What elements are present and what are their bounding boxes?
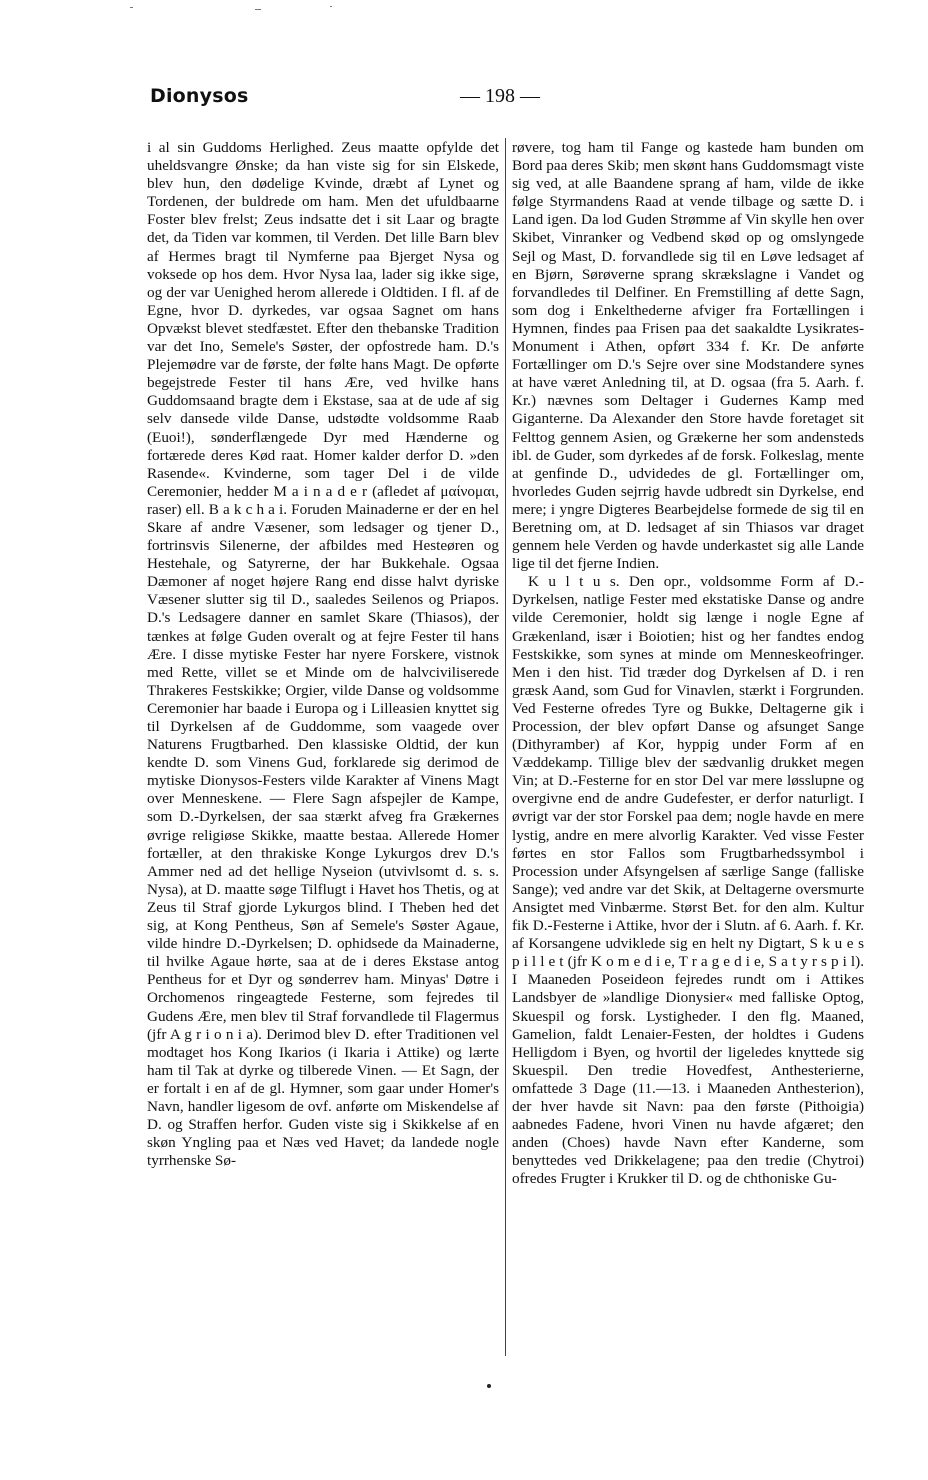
paragraph: i al sin Guddoms Herlighed. Zeus maatte opfylde det uheldsvangre Ønske; da han viste sig for sin Elskede, blev hun, den dødelige Kvinde, dræbt af Lynet og Tordenen, der buldrede om ham. Men det ufuldbaarne Foster blev frelst; Zeus indsatte det i sit Laar og bragte det, da Tiden var kommen, til Verden. Det lille Barn blev af Hermes bragt til Nymferne paa Bjerget Nysa og voksede op hos dem. Hvor Nysa laa, lader sig ikke sige, og der var Uenighed herom allerede i Oldtiden. I fl. af de Egne, hvor D. dyrkedes, var ogsaa Sagnet om hans Opvækst blevet stedfæstet. Efter den thebanske Tradition var det Ino, Semele's Søster, der opfostrede ham. D.'s Plejemødre var de første, der følte hans Magt. De opførte begejstrede Fester til hans Ære, ved hvilke hans Guddomsaand bragte dem i Ekstase, saa at de ude af sig selv dansede vilde Danse, udstødte voldsomme Raab (Euoi!), sønderflængede Dyr med Hænderne og fortærede deres Kød raat. Homer kalder derfor D. »den Rasende«. Kvinderne, som tager Del i de vilde Ceremonier, hedder M a i n a d e r (afledet af μαίνομαι, raser) ell. B a k c h a i. Foruden Mainaderne er der en hel Skare af andre Væsener, som ledsager og tjener D., fortrinsvis Silenerne, der afbildes med Hesteøren og Hestehale, og Satyrerne, der har Bukkehale. Ogsaa Dæmoner af noget højere Rang end disse halvt dyriske Væsener slutter sig til D., saaledes Seilenos og Priapos. D.'s Ledsagere danner en samlet Skare (Thiasos), der tænkes at følge Guden overalt og at fejre Fester til hans Ære. I disse mytiske Fester har nyere Forskere, vistnok med Rette, villet se et Minde om de halvciviliserede Thrakeres Festskikke; Orgier, vilde Danse og voldsomme Ceremonier har baade i Europa og i Lilleasien knyttet sig til Dyrkelsen af de Guddomme, som vaagede over Naturens Frugtbarhed. Den klassiske Oldtid, der kun kendte D. som Vinens Gud, forklarede sig derimod de mytiske Dionysos-Festers vilde Karakter af Vinens Magt over Menneskene. — Flere Sagn afspejler de Kampe, som D.-Dyrkelsen, der saa stærkt afveg fra Grækernes øvrige religiøse Skikke, maatte bestaa. Allerede Homer fortæller, at den thrakiske Konge Lykurgos drev D.'s Ammer ned ad det hellige Nyseion (utvivlsomt d. s. s. Nysa), at D. maatte søge Tilflugt i Havet hos Thetis, og at Zeus til Straf gjorde Lykurgos blind. I Theben hed det sig, at Kong Pentheus, Søn af Semele's Søster Agaue, vilde hindre D.-Dyrkelsen; D. ophidsede da Mainaderne, til hvilke Agaue hørte, saa at de i deres Ekstase antog Pentheus for et Dyr og sønderrev ham. Minyas' Døtre i Orchomenos ringeagtede Festerne, som fejredes til Gudens Ære, men blev til Straf forvandlede til Flagermus (jfr A g r i o n i a). Derimod blev D. efter Traditionen vel modtaget hos Kong Ikarios (i Ikaria i Attike) og lærte ham til Tak at dyrke og tilberede Vinen. — Et Sagn, der er fortalt i en af de gl. Hymner, som gaar under Homer's Navn, handler ligesom de ovf. anførte om Miskendelse af D. og Straffen herfor. Guden viste sig i Skikkelse af en skøn Yngling paa et Næs ved Havet; da landede nogle tyrrhenske Sø- xyxy=(147,139,499,1170)
column-divider xyxy=(505,138,506,1356)
page-header xyxy=(150,85,790,111)
right-column xyxy=(512,139,864,1188)
left-column xyxy=(147,139,499,1170)
page-number: — 198 — xyxy=(460,85,540,107)
scan-speck xyxy=(255,9,261,10)
paragraph-kultus: K u l t u s. Den opr., voldsomme Form af D.-Dyrkelsen, natlige Fester med ekstatiske Danse og andre vilde Ceremonier, holdt sig længe i nogle Egne af Grækenland, især i Boiotien; hist og her fandtes endog Festskikke, som synes at minde om Menneskeofringer. Men i den hist. Tid træder dog Dyrkelsen af D. i ren græsk Aand, som Gud for Vinavlen, stærkt i Forgrunden. Ved Festerne ofredes Tyre og Bukke, Deltagerne gik i Procession, der blev opført Danse og afsunget Sange (Dithyramber) af Kor, hyppig under Form af en Væddekamp. Tillige blev der sædvanlig drukket megen Vin; at D.-Festerne for en stor Del var mere løsslupne og overgivne end de andre Gudefester, er derfor naturligt. I øvrigt var der stor Forskel paa dem; nogle havde en mere lystig, andre en mere alvorlig Karakter. Ved visse Fester førtes en stor Fallos som Frugtbarhedssymbol i Procession under Afsyngelsen af særlige Sange (falliske Sange); ved andre var det Skik, at Deltagerne oversmurte Ansigtet med Vinbærme. Størst Bet. for den alm. Kultur fik D.-Festerne i Attike, hvor der i Slutn. af 6. Aarh. f. Kr. af Korsangene udviklede sig en helt ny Digtart, S k u e s p i l l e t (jfr K o m e d i e, T r a g e d i e, S a t y r s p i l). I Maaneden Poseideon fejredes rundt om i Attikes Landsbyer de »landlige Dionysier« med falliske Optog, Skuespil og forsk. Lystigheder. I den flg. Maaned, Gamelion, faldt Lenaier-Festen, der holdtes i Gudens Helligdom i Byen, og hvortil der ligeledes knyttede sig Skuespil. Den tredie Hovedfest, Anthesterierne, omfattede 3 Dage (11.—13. i Maaneden Anthesterion), der hver havde sit Navn: paa den første (Pithoigia) aabnedes Fadene, hvori Vinen nu havde afgæret; den anden (Choes) havde Navn efter Kanderne, som benyttedes ved Drikkelagene; paa den tredie (Chytroi) ofredes Frugter i Krukker til D. og de chthoniske Gu- xyxy=(512,573,864,1188)
paragraph: røvere, tog ham til Fange og kastede ham bunden om Bord paa deres Skib; men skønt hans Guddomsmagt viste sig ved, at alle Baandene sprang af ham, vilde de ikke følge Styrmandens Raad at vende tilbage og sætte D. i Land igen. Da lod Guden Strømme af Vin skylle hen over Skibet, Vinranker og Vedbend skød op og omslyngede Sejl og Mast, D. forvandlede sig til en Løve ledsaget af en Bjørn, Sørøverne sprang skrækslagne i Vandet og forvandledes til Delfiner. En Fremstilling af dette Sagn, som dog i Enkelthederne afviger fra Fortællingen i Hymnen, findes paa Frisen paa det saakaldte Lysikrates-Monument i Athen, opført 334 f. Kr. De anførte Fortællinger om D.'s Sejre over sine Modstandere synes at have været Anledning til, at D. ogsaa (fra 5. Aarh. f. Kr.) nævnes som Deltager i Gudernes Kamp med Giganterne. Da Alexander den Store havde foretaget sit Felttog gennem Asien, og Grækerne her som andensteds ibl. de Guder, som dyrkedes af de forsk. Folkeslag, mente at genfinde D., udvidedes de gl. Fortællinger om, hvorledes Guden sejrrig havde udbredt sin Dyrkelse, end mere; i yngre Digteres Bearbejdelse formede de sig til en Beretning om, at D. ledsaget af sin Thiasos var draget gennem hele Verden og havde underkastet sig alle Lande lige til det fjerne Indien. xyxy=(512,139,864,573)
header-title: Dionysos xyxy=(150,85,249,107)
printer-mark xyxy=(487,1384,491,1388)
scan-speck xyxy=(330,6,332,7)
scan-speck xyxy=(130,7,133,8)
